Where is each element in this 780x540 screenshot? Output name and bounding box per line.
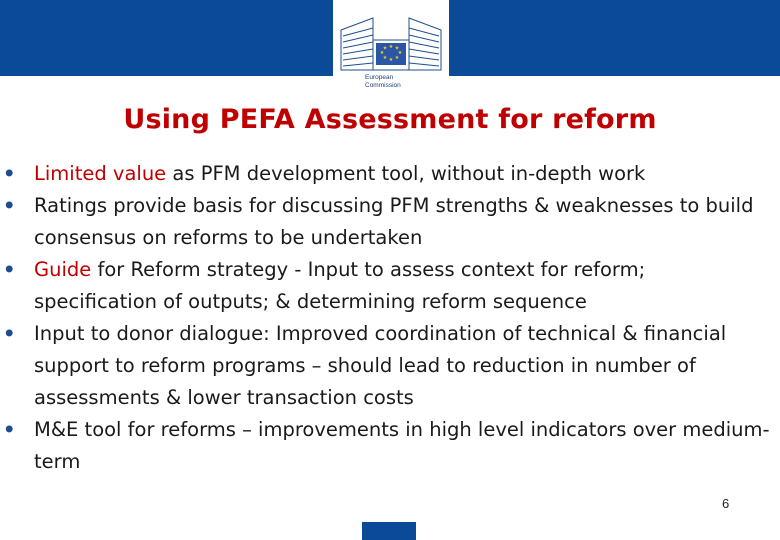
page-number: 6 — [722, 496, 730, 511]
bullet-text: as PFM development tool, without in-depth work — [166, 162, 646, 185]
svg-text:★: ★ — [388, 57, 394, 63]
svg-text:★: ★ — [394, 55, 400, 61]
svg-text:★: ★ — [382, 45, 388, 52]
bullet-icon: • — [3, 258, 16, 281]
bullet-highlight: Limited value — [34, 162, 167, 185]
bullet-icon: • — [3, 194, 16, 217]
bullet-text: Input to donor dialogue: Improved coordination of technical & financial support to reform programs – should lead to reduction in number of assessments & lower transaction costs — [34, 322, 727, 409]
bullet-list — [0, 158, 770, 478]
svg-text:★: ★ — [382, 55, 388, 61]
bullet-text: Ratings provide basis for discussing PFM strengths & weaknesses to build consensus on reforms to be undertaken — [34, 194, 754, 249]
bullet-icon: • — [3, 418, 16, 441]
svg-text:★: ★ — [379, 50, 385, 56]
bullet-item — [0, 414, 770, 478]
footer-block — [362, 522, 416, 540]
bullet-item — [0, 190, 770, 254]
bullet-item — [0, 254, 770, 318]
bullet-icon: • — [3, 162, 16, 185]
svg-text:★: ★ — [394, 45, 400, 52]
bullet-text: for Reform strategy - Input to assess context for reform; specification of outputs; & determining reform sequence — [34, 258, 646, 313]
bullet-highlight: Guide — [34, 258, 92, 281]
bullet-icon: • — [3, 322, 16, 345]
bullet-text: M&E tool for reforms – improvements in high level indicators over medium-term — [34, 418, 770, 473]
bullet-item — [0, 158, 770, 190]
svg-text:★: ★ — [388, 44, 394, 50]
slide-title: Using PEFA Assessment for reform — [123, 104, 657, 135]
bullet-item — [0, 318, 770, 414]
european-commission-logo — [333, 0, 449, 100]
svg-text:★: ★ — [397, 50, 403, 56]
logo-text: European Commission — [365, 74, 401, 89]
